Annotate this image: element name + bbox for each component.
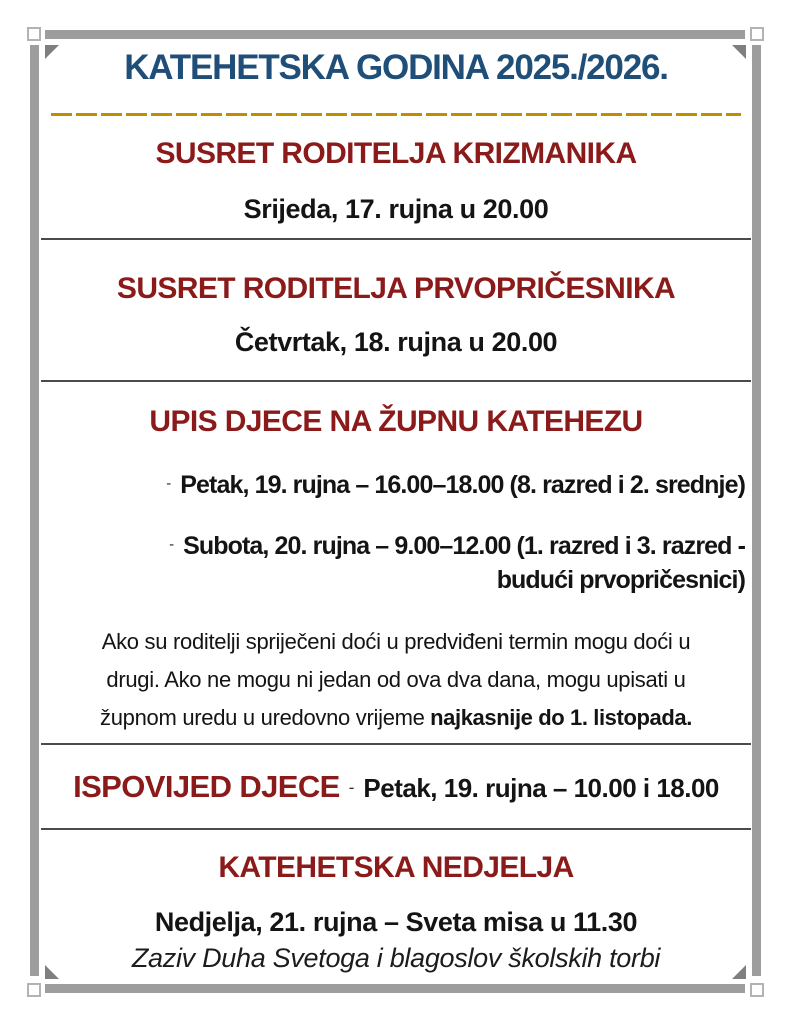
section-heading-upis: UPIS DJECE NA ŽUPNU KATEHEZU [149, 405, 643, 438]
schedule-item-petak [41, 467, 751, 502]
document-content [41, 39, 751, 984]
corner-handle-bottom-left [27, 983, 41, 997]
schedule-item-petak-text: Petak, 19. rujna – 16.00–18.00 (8. razred i 2. srednje) [180, 471, 745, 499]
nedjelja-subtitle: Zaziv Duha Svetoga i blagoslov školskih torbi [131, 943, 661, 973]
note-line-1: Ako su roditelji spriječeni doći u predviđeni termin mogu doći u [101, 629, 691, 654]
ispovijed-dash: - [348, 777, 355, 797]
section-prvopricesnici [41, 240, 751, 382]
section-nedjelja [41, 830, 751, 984]
note-deadline-bold: najkasnije do 1. listopada. [430, 705, 692, 730]
note-line-3 [41, 699, 751, 737]
section-ispovijed [41, 745, 751, 830]
ispovijed-line [73, 769, 719, 805]
section-heading-prvopricesnici: SUSRET RODITELJA PRVOPRIČESNIKA [116, 272, 676, 305]
frame-border-bottom [45, 984, 745, 993]
section-heading-nedjelja: KATEHETSKA NEDJELJA [218, 851, 574, 884]
section-upis [41, 382, 751, 745]
section-krizmanici [41, 39, 751, 240]
event-date-nedjelja: Nedjelja, 21. rujna – Sveta misa u 11.30 [154, 907, 638, 937]
event-date-krizmanici: Srijeda, 17. rujna u 20.00 [243, 194, 549, 224]
section-heading-krizmanici: SUSRET RODITELJA KRIZMANIKA [155, 137, 637, 170]
section-heading-ispovijed: ISPOVIJED DJECE [73, 768, 340, 804]
schedule-item-subota [41, 528, 751, 597]
note-paragraph [41, 623, 751, 737]
schedule-item-subota-line1-text: Subota, 20. rujna – 9.00–12.00 (1. razred i 3. razred - [183, 532, 745, 560]
schedule-item-subota-line2: budući prvopričesnici) [496, 566, 745, 594]
frame-border-top [45, 30, 745, 39]
corner-handle-top-left [27, 27, 41, 41]
frame-border-left [30, 45, 39, 976]
page-title: KATEHETSKA GODINA 2025./2026. [124, 48, 668, 87]
list-dash: - [166, 475, 172, 492]
ispovijed-date-text: Petak, 19. rujna – 10.00 i 18.00 [363, 772, 719, 803]
schedule-item-subota-line1 [41, 528, 745, 563]
gold-divider [51, 113, 741, 116]
note-line-3-regular: župnom uredu u uredovno vrijeme [100, 705, 425, 730]
corner-handle-bottom-right [750, 983, 764, 997]
list-dash: - [169, 536, 175, 553]
event-date-prvopricesnici: Četvrtak, 18. rujna u 20.00 [234, 327, 558, 357]
note-line-2: drugi. Ako ne mogu ni jedan od ova dva dana, mogu upisati u [106, 667, 686, 692]
corner-handle-top-right [750, 27, 764, 41]
frame-border-right [752, 45, 761, 976]
